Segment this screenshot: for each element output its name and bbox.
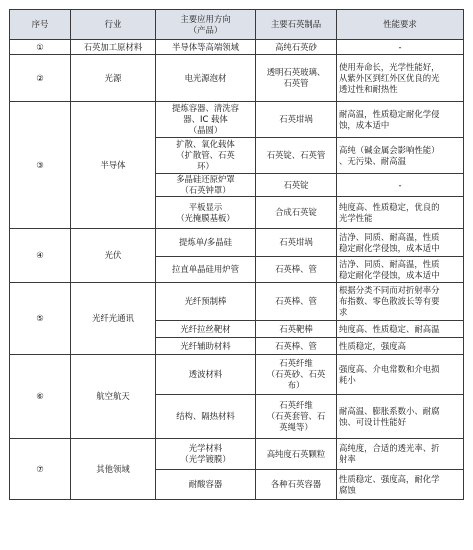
application-cell: 光纤预制棒 <box>156 283 256 321</box>
application-cell: 平板显示 （光掩膜基板） <box>156 197 256 229</box>
product-cell: 石英棒、管 <box>256 338 337 355</box>
table-row <box>10 40 464 55</box>
product-cell: 合成石英锭 <box>256 197 337 229</box>
product-cell: 石英棒、管 <box>256 283 337 321</box>
product-cell: 各种石英容器 <box>256 470 337 500</box>
requirement-cell: 耐高温、膨胀系数小、耐腐 蚀、可设计性能好 <box>337 395 464 439</box>
table-row <box>10 283 464 321</box>
industry-cell: 光伏 <box>71 229 156 283</box>
industry-cell: 光纤光通讯 <box>71 283 156 355</box>
application-cell: 光学材料 （光学镀膜） <box>156 439 256 470</box>
requirement-cell: 高纯（碱金属会影响性能） 、无污染、耐高温 <box>337 138 464 174</box>
application-cell: 光纤拉丝靶材 <box>156 321 256 338</box>
application-cell: 电光源泡材 <box>156 55 256 102</box>
requirement-cell: 使用寿命长，光学性能好， 从紫外区到红外区优良的光 透过性和耐热性 <box>337 55 464 102</box>
table-row <box>10 355 464 395</box>
requirement-cell: - <box>337 174 464 197</box>
requirement-cell: 性质稳定、强度高，耐化学 腐蚀 <box>337 470 464 500</box>
row-number-cell: ⑦ <box>10 439 71 500</box>
requirement-cell: 纯度高、性质稳定，优良的 光学性能 <box>337 197 464 229</box>
industry-cell: 半导体 <box>71 102 156 229</box>
product-cell: 石英纤维 （石英套管、石 英绳等） <box>256 395 337 439</box>
application-cell: 提炼单/多晶硅 <box>156 229 256 257</box>
industry-cell: 航空航天 <box>71 355 156 439</box>
product-cell: 石英棒、管 <box>256 257 337 283</box>
table-row <box>10 229 464 257</box>
product-cell: 石英坩埚 <box>256 229 337 257</box>
requirement-cell: 强度高、介电常数和介电损 耗小 <box>337 355 464 395</box>
product-cell: 透明石英玻璃、 石英管 <box>256 55 337 102</box>
header-cell-requirement: 性能要求 <box>337 10 464 40</box>
application-cell: 耐酸容器 <box>156 470 256 500</box>
table-row <box>10 102 464 138</box>
header-cell-application: 主要应用方向 （产品） <box>156 10 256 40</box>
product-cell: 石英坩埚 <box>256 102 337 138</box>
header-cell-industry: 行业 <box>71 10 156 40</box>
application-cell: 提炼容器、清洗容 器、IC 载体 （晶圆） <box>156 102 256 138</box>
product-cell: 石英靶棒 <box>256 321 337 338</box>
row-number-cell: ⑤ <box>10 283 71 355</box>
product-cell: 石英锭、石英管 <box>256 138 337 174</box>
table-row <box>10 439 464 470</box>
product-cell: 高纯石英砂 <box>256 40 337 55</box>
requirement-cell: 洁净、同质、耐高温，性质 稳定耐化学侵蚀，成本适中 <box>337 257 464 283</box>
industry-cell: 光源 <box>71 55 156 102</box>
row-number-cell: ⑥ <box>10 355 71 439</box>
product-cell: 高纯度石英颗粒 <box>256 439 337 470</box>
product-cell: 石英纤维 （石英砂、石英 布） <box>256 355 337 395</box>
requirement-cell: 性质稳定，强度高 <box>337 338 464 355</box>
requirement-cell: 高纯度，合适的透光率、折 射率 <box>337 439 464 470</box>
header-row <box>10 10 464 40</box>
row-number-cell: ① <box>10 40 71 55</box>
requirement-cell: 根据分类不同而对折射率分 布指数、零色散波长等有要 求 <box>337 283 464 321</box>
application-cell: 多晶硅还原炉罩 （石英钟罩） <box>156 174 256 197</box>
application-cell: 光纤辅助材料 <box>156 338 256 355</box>
requirement-cell: 洁净、同质、耐高温，性质 稳定耐化学侵蚀，成本适中 <box>337 229 464 257</box>
row-number-cell: ③ <box>10 102 71 229</box>
requirement-cell: - <box>337 40 464 55</box>
table-row <box>10 55 464 102</box>
requirement-cell: 纯度高、性质稳定、耐高温 <box>337 321 464 338</box>
header-cell-no: 序号 <box>10 10 71 40</box>
requirement-cell: 耐高温，性质稳定耐化学侵 蚀，成本适中 <box>337 102 464 138</box>
row-number-cell: ② <box>10 55 71 102</box>
quartz-application-table <box>9 9 464 500</box>
application-cell: 结构、隔热材料 <box>156 395 256 439</box>
table-body <box>10 40 464 500</box>
product-cell: 石英锭 <box>256 174 337 197</box>
application-cell: 半导体等高端领域 <box>156 40 256 55</box>
application-cell: 扩散、氧化载体 （扩散管、石英 环） <box>156 138 256 174</box>
industry-cell: 其他领域 <box>71 439 156 500</box>
application-cell: 透波材料 <box>156 355 256 395</box>
industry-cell: 石英加工原材料 <box>71 40 156 55</box>
application-cell: 拉直单晶硅用炉管 <box>156 257 256 283</box>
header-cell-product: 主要石英制品 <box>256 10 337 40</box>
row-number-cell: ④ <box>10 229 71 283</box>
